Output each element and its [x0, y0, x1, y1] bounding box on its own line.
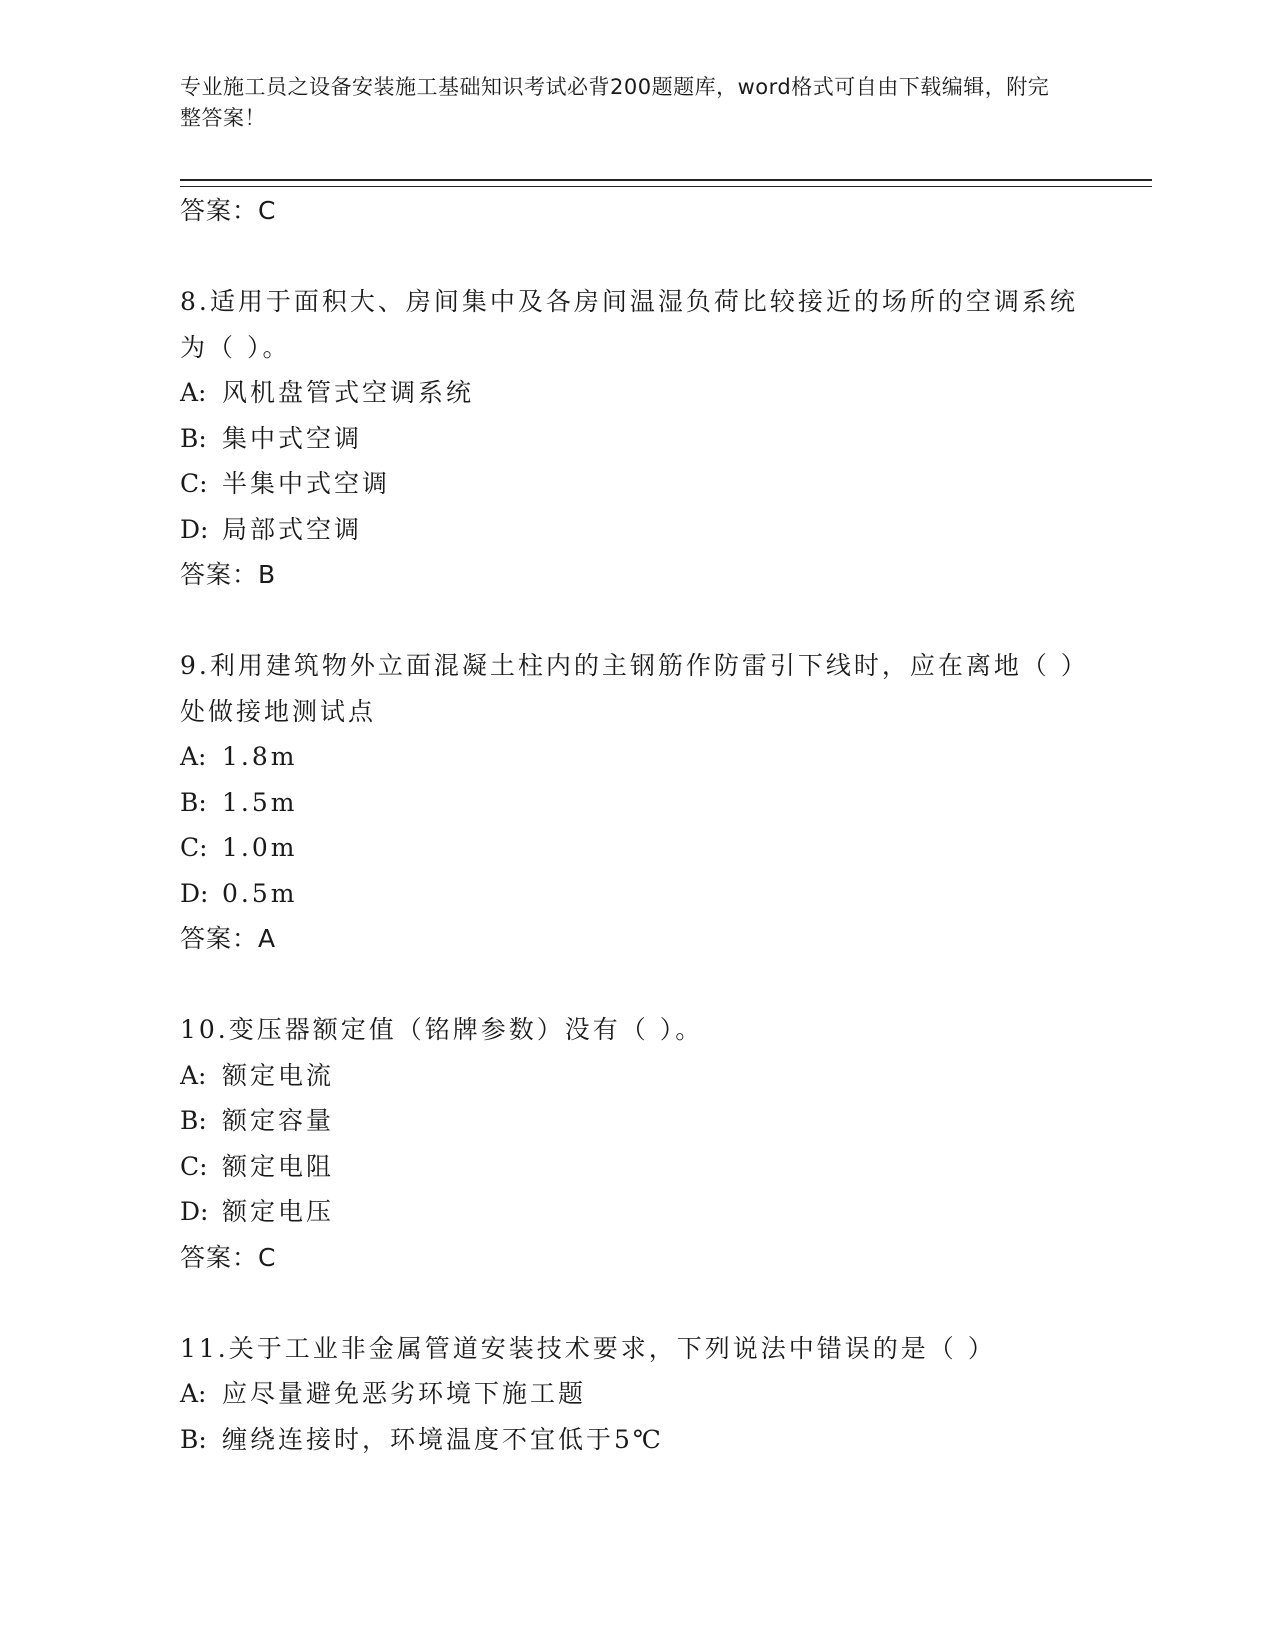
option-letter: A: [180, 1379, 207, 1408]
option-letter: D: [180, 514, 209, 544]
option-b [180, 1098, 1080, 1144]
option-text: 额定电阻 [222, 1151, 335, 1181]
question-9 [180, 643, 1080, 961]
question-10 [180, 1007, 1080, 1280]
option-b [180, 416, 1080, 462]
option-letter: B: [180, 1424, 207, 1454]
option-letter: A: [180, 378, 207, 407]
option-text: 应尽量避免恶劣环境下施工题 [222, 1379, 587, 1408]
option-letter: C: [180, 833, 208, 862]
option-letter: B: [180, 1106, 207, 1135]
answer-9: 答案：A [180, 924, 277, 953]
option-a [180, 1371, 1080, 1417]
answer-prev: 答案：C [180, 196, 277, 225]
question-11 [180, 1326, 1080, 1463]
spacer [180, 1280, 1080, 1326]
option-text: 1.0m [222, 833, 298, 862]
spacer [180, 233, 1080, 279]
option-a [180, 1053, 1080, 1099]
option-text: 风机盘管式空调系统 [222, 378, 475, 407]
option-text: 额定电流 [222, 1060, 335, 1090]
option-c [180, 461, 1080, 507]
option-letter: D: [180, 1197, 209, 1226]
option-text: 1.5m [222, 787, 298, 817]
document-title: 专业施工员之设备安装施工基础知识考试必背200题题库，word格式可自由下载编辑，附完整答案！ [180, 75, 1050, 130]
question-stem: 9.利用建筑物外立面混凝土柱内的主钢筋作防雷引下线时，应在离地（ ）处做接地测试点 [180, 651, 1077, 726]
option-text: 1.8m [222, 742, 298, 771]
option-text: 额定电压 [222, 1197, 335, 1226]
option-letter: B: [180, 787, 207, 817]
option-text: 集中式空调 [222, 423, 363, 453]
question-list [180, 188, 1080, 1462]
option-b [180, 1417, 1080, 1463]
question-stem: 10.变压器额定值（铭牌参数）没有（ ）。 [180, 1015, 704, 1044]
option-letter: C: [180, 1151, 208, 1181]
option-b [180, 780, 1080, 826]
option-d [180, 1189, 1080, 1235]
question-8 [180, 279, 1080, 597]
option-letter: A: [180, 1060, 207, 1090]
answer-10: 答案：C [180, 1242, 277, 1272]
spacer [180, 961, 1080, 1007]
option-text: 额定容量 [222, 1106, 335, 1135]
option-letter: A: [180, 742, 207, 771]
option-letter: B: [180, 423, 207, 453]
option-text: 局部式空调 [222, 514, 363, 544]
option-d [180, 507, 1080, 553]
answer-8: 答案：B [180, 560, 277, 589]
spacer [180, 597, 1080, 643]
option-c [180, 1144, 1080, 1190]
option-a [180, 734, 1080, 780]
question-stem: 8.适用于面积大、房间集中及各房间温湿负荷比较接近的场所的空调系统为（ ）。 [180, 287, 1078, 362]
option-text: 缠绕连接时，环境温度不宜低于5℃ [222, 1424, 664, 1454]
option-letter: D: [180, 878, 209, 908]
document-header [180, 72, 1060, 134]
option-letter: C: [180, 469, 208, 498]
header-divider [180, 179, 1152, 187]
option-text: 半集中式空调 [222, 469, 391, 498]
option-a [180, 370, 1080, 416]
option-d [180, 871, 1080, 917]
question-stem: 11.关于工业非金属管道安装技术要求，下列说法中错误的是（ ） [180, 1333, 996, 1363]
option-text: 0.5m [222, 878, 298, 908]
option-c [180, 825, 1080, 871]
